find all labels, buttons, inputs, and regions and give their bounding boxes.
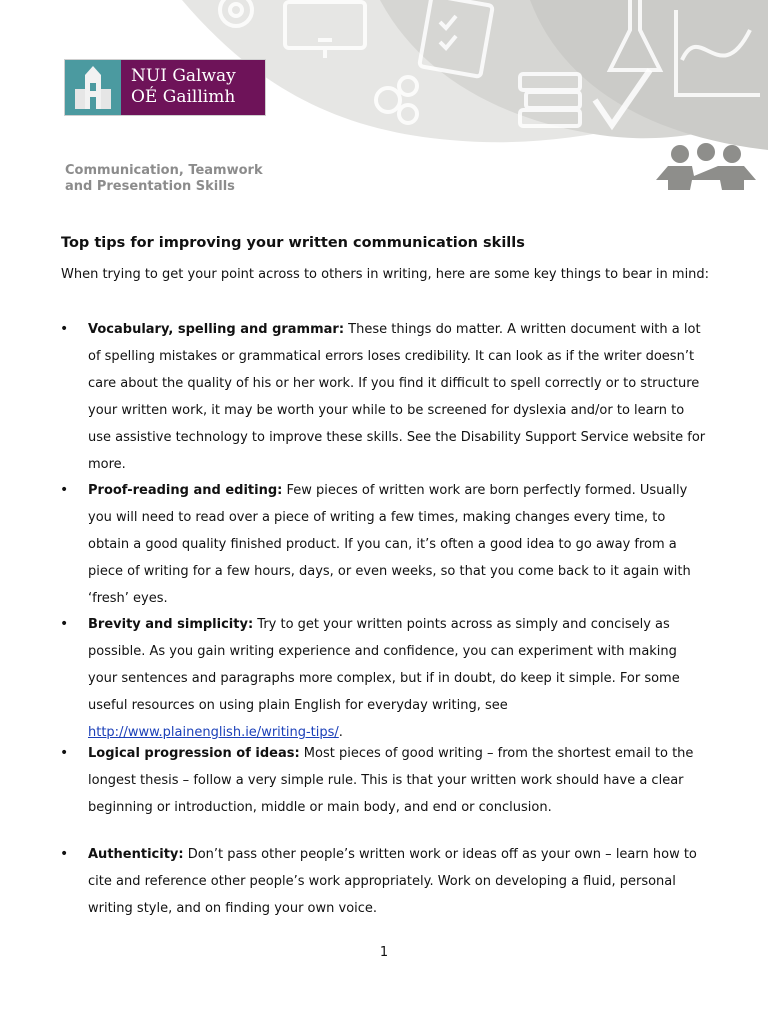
tip-body: Don’t pass other people’s written work or ideas off as your own – learn how to cite and reference other people’s work appropriately. Work on developing a fluid, personal writing style, and on finding your own voice. xyxy=(88,847,697,916)
tip-item xyxy=(60,740,710,821)
program-name xyxy=(65,163,295,195)
tip-item xyxy=(60,477,710,612)
tip-body: Few pieces of written work are born perfectly formed. Usually you will need to read over a piece of writing a few times, making changes every time, to obtain a good quality finished product. If you can, it’s often a good idea to go away from a piece of writing for a few hours, days, or even weeks, so that you come back to it again with ‘fresh’ eyes. xyxy=(88,483,691,606)
logo-line-english: NUI Galway xyxy=(131,66,236,86)
tip-body: Most pieces of good writing – from the shortest email to the longest thesis – follow a very simple rule. This is that your written work should have a clear beginning or introduction, middle or main body, and end or conclusion. xyxy=(88,746,694,815)
header-decoration xyxy=(0,0,768,240)
logo-line-irish: OÉ Gaillimh xyxy=(131,87,236,107)
tip-body: These things do matter. A written document with a lot of spelling mistakes or grammatical errors loses credibility. It can look as if the writer doesn’t care about the quality of his or her work. If you find it difficult to spell correctly or to structure your written work, it may be worth your while to be screened for dyslexia and/or to learn to use assistive technology to improve these skills. See the Disability Support Service website for more. xyxy=(88,322,706,472)
tip-text xyxy=(88,611,706,746)
page-title: Top tips for improving your written communication skills xyxy=(61,235,525,251)
university-logo xyxy=(65,60,265,115)
bullet-icon: • xyxy=(60,846,69,862)
tip-item xyxy=(60,316,710,478)
bullet-icon: • xyxy=(60,616,69,632)
tip-item xyxy=(60,611,710,746)
tip-heading: Logical progression of ideas: xyxy=(88,746,300,761)
bullet-icon: • xyxy=(60,321,69,337)
plain-english-link[interactable]: http://www.plainenglish.ie/writing-tips/ xyxy=(88,725,339,740)
tip-heading: Proof-reading and editing: xyxy=(88,483,283,498)
tip-heading: Authenticity: xyxy=(88,847,184,862)
logo-text xyxy=(121,60,265,115)
tip-heading: Brevity and simplicity: xyxy=(88,617,254,632)
tower-crest-icon xyxy=(65,60,121,115)
tip-text xyxy=(88,477,706,612)
program-line-1: Communication, Teamwork xyxy=(65,163,263,178)
tip-text xyxy=(88,740,706,821)
tip-text xyxy=(88,316,706,478)
page-number: 1 xyxy=(379,945,389,960)
bullet-icon: • xyxy=(60,745,69,761)
bullet-icon: • xyxy=(60,482,69,498)
tip-text xyxy=(88,841,706,922)
tip-body: Try to get your written points across as simply and concisely as possible. As you gain writing experience and confidence, you can experiment with making your sentences and paragraphs more complex, but if in doubt, do keep it simple. For some useful resources on using plain English for everyday writing, see xyxy=(88,617,680,713)
program-line-2: and Presentation Skills xyxy=(65,179,235,194)
tip-body-end: . xyxy=(338,725,343,740)
intro-text: When trying to get your point across to others in writing, here are some key things to bear in mind: xyxy=(61,267,710,282)
people-icon xyxy=(656,143,756,190)
tip-heading: Vocabulary, spelling and grammar: xyxy=(88,322,345,337)
tip-item xyxy=(60,841,710,922)
